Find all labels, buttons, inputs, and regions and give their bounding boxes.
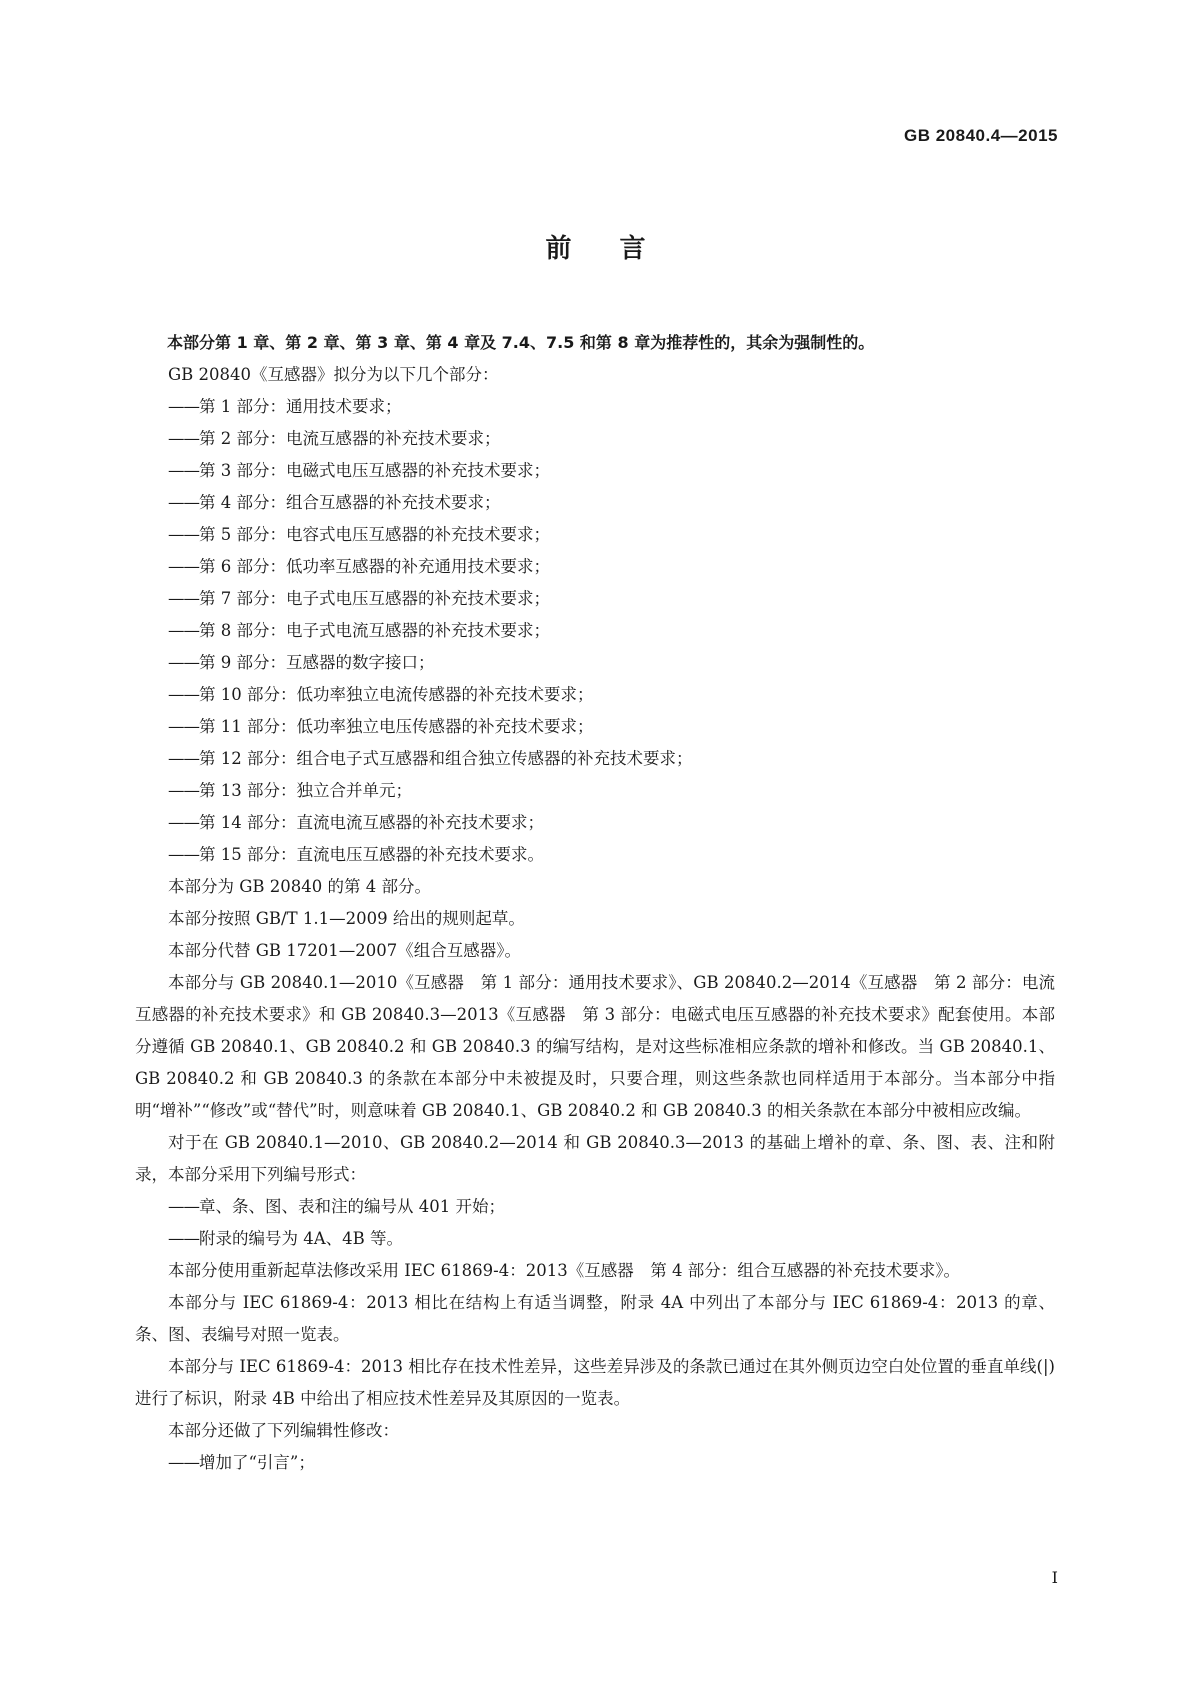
list-item: ——第 3 部分：电磁式电压互感器的补充技术要求；: [168, 461, 550, 480]
page-number: I: [1051, 1568, 1058, 1587]
parts-list: [135, 391, 1055, 871]
list-item: ——第 10 部分：低功率独立电流传感器的补充技术要求；: [168, 685, 594, 704]
list-item: ——第 9 部分：互感器的数字接口；: [168, 653, 435, 672]
paragraph-drafting-rules: 本部分按照 GB/T 1.1—2009 给出的规则起草。: [168, 909, 525, 928]
list-item: ——增加了“引言”；: [168, 1453, 315, 1472]
list-item: ——第 6 部分：低功率互感器的补充通用技术要求；: [168, 557, 550, 576]
paragraph-numbering-intro: 对于在 GB 20840.1—2010、GB 20840.2—2014 和 GB 20840.3—2013 的基础上增补的章、条、图、表、注和附录，本部分采用下列编号形式：: [135, 1133, 1055, 1184]
list-item: ——第 15 部分：直流电压互感器的补充技术要求。: [168, 845, 544, 864]
paragraph-replaces: 本部分代替 GB 17201—2007《组合互感器》。: [168, 941, 522, 960]
list-item: ——第 12 部分：组合电子式互感器和组合独立传感器的补充技术要求；: [168, 749, 693, 768]
list-item: ——第 2 部分：电流互感器的补充技术要求；: [168, 429, 501, 448]
standard-number: GB 20840.4—2015: [904, 126, 1058, 145]
list-item: ——第 4 部分：组合互感器的补充技术要求；: [168, 493, 501, 512]
paragraph-usage: 本部分与 GB 20840.1—2010《互感器 第 1 部分：通用技术要求》、GB 20840.2—2014《互感器 第 2 部分：电流互感器的补充技术要求》和 GB 20840.3—2013《互感器 第 3 部分：电磁式电压互感器的补充技术要求》配套使用。本部分遵循 GB 20840.1、GB 20840.2 和 GB 20840.3 的编写结构，是对这些标准相应条款的增补和修改。当 GB 20840.1、GB 20840.2 和 GB 20840.3 的条款在本部分中未被提及时，只要合理，则这些条款也同样适用于本部分。当本部分中指明“增补”“修改”或“替代”时，则意味着 GB 20840.1、GB 20840.2 和 GB 20840.3 的相关条款在本部分中被相应改编。: [135, 973, 1055, 1120]
foreword-body: [135, 327, 1055, 1479]
list-item: ——第 1 部分：通用技术要求；: [168, 397, 402, 416]
list-item: ——第 7 部分：电子式电压互感器的补充技术要求；: [168, 589, 550, 608]
list-item: ——第 5 部分：电容式电压互感器的补充技术要求；: [168, 525, 550, 544]
list-item: ——第 11 部分：低功率独立电压传感器的补充技术要求；: [168, 717, 594, 736]
list-item: ——附录的编号为 4A、4B 等。: [168, 1229, 404, 1248]
page-title: 前言: [545, 234, 694, 264]
list-item: ——第 13 部分：独立合并单元；: [168, 781, 412, 800]
paragraph-editorial-intro: 本部分还做了下列编辑性修改：: [168, 1421, 399, 1440]
list-item: ——第 14 部分：直流电流互感器的补充技术要求；: [168, 813, 544, 832]
list-item: ——第 8 部分：电子式电流互感器的补充技术要求；: [168, 621, 550, 640]
paragraph-scope: 本部分第 1 章、第 2 章、第 3 章、第 4 章及 7.4、7.5 和第 8 章为推荐性的，其余为强制性的。: [167, 333, 875, 352]
paragraph-part-number: 本部分为 GB 20840 的第 4 部分。: [168, 877, 432, 896]
list-item: ——章、条、图、表和注的编号从 401 开始；: [168, 1197, 505, 1216]
paragraph-parts-intro: GB 20840《互感器》拟分为以下几个部分：: [168, 365, 499, 384]
editorial-list: [135, 1447, 1055, 1479]
numbering-list: [135, 1191, 1055, 1255]
paragraph-structure: 本部分与 IEC 61869-4：2013 相比在结构上有适当调整，附录 4A 中列出了本部分与 IEC 61869-4：2013 的章、条、图、表编号对照一览表。: [135, 1293, 1055, 1344]
paragraph-technical-deviations: 本部分与 IEC 61869-4：2013 相比存在技术性差异，这些差异涉及的条款已通过在其外侧页边空白处位置的垂直单线(|)进行了标识，附录 4B 中给出了相应技术性差异及其原因的一览表。: [135, 1357, 1055, 1408]
paragraph-adoption: 本部分使用重新起草法修改采用 IEC 61869-4：2013《互感器 第 4 部分：组合互感器的补充技术要求》。: [168, 1261, 960, 1280]
